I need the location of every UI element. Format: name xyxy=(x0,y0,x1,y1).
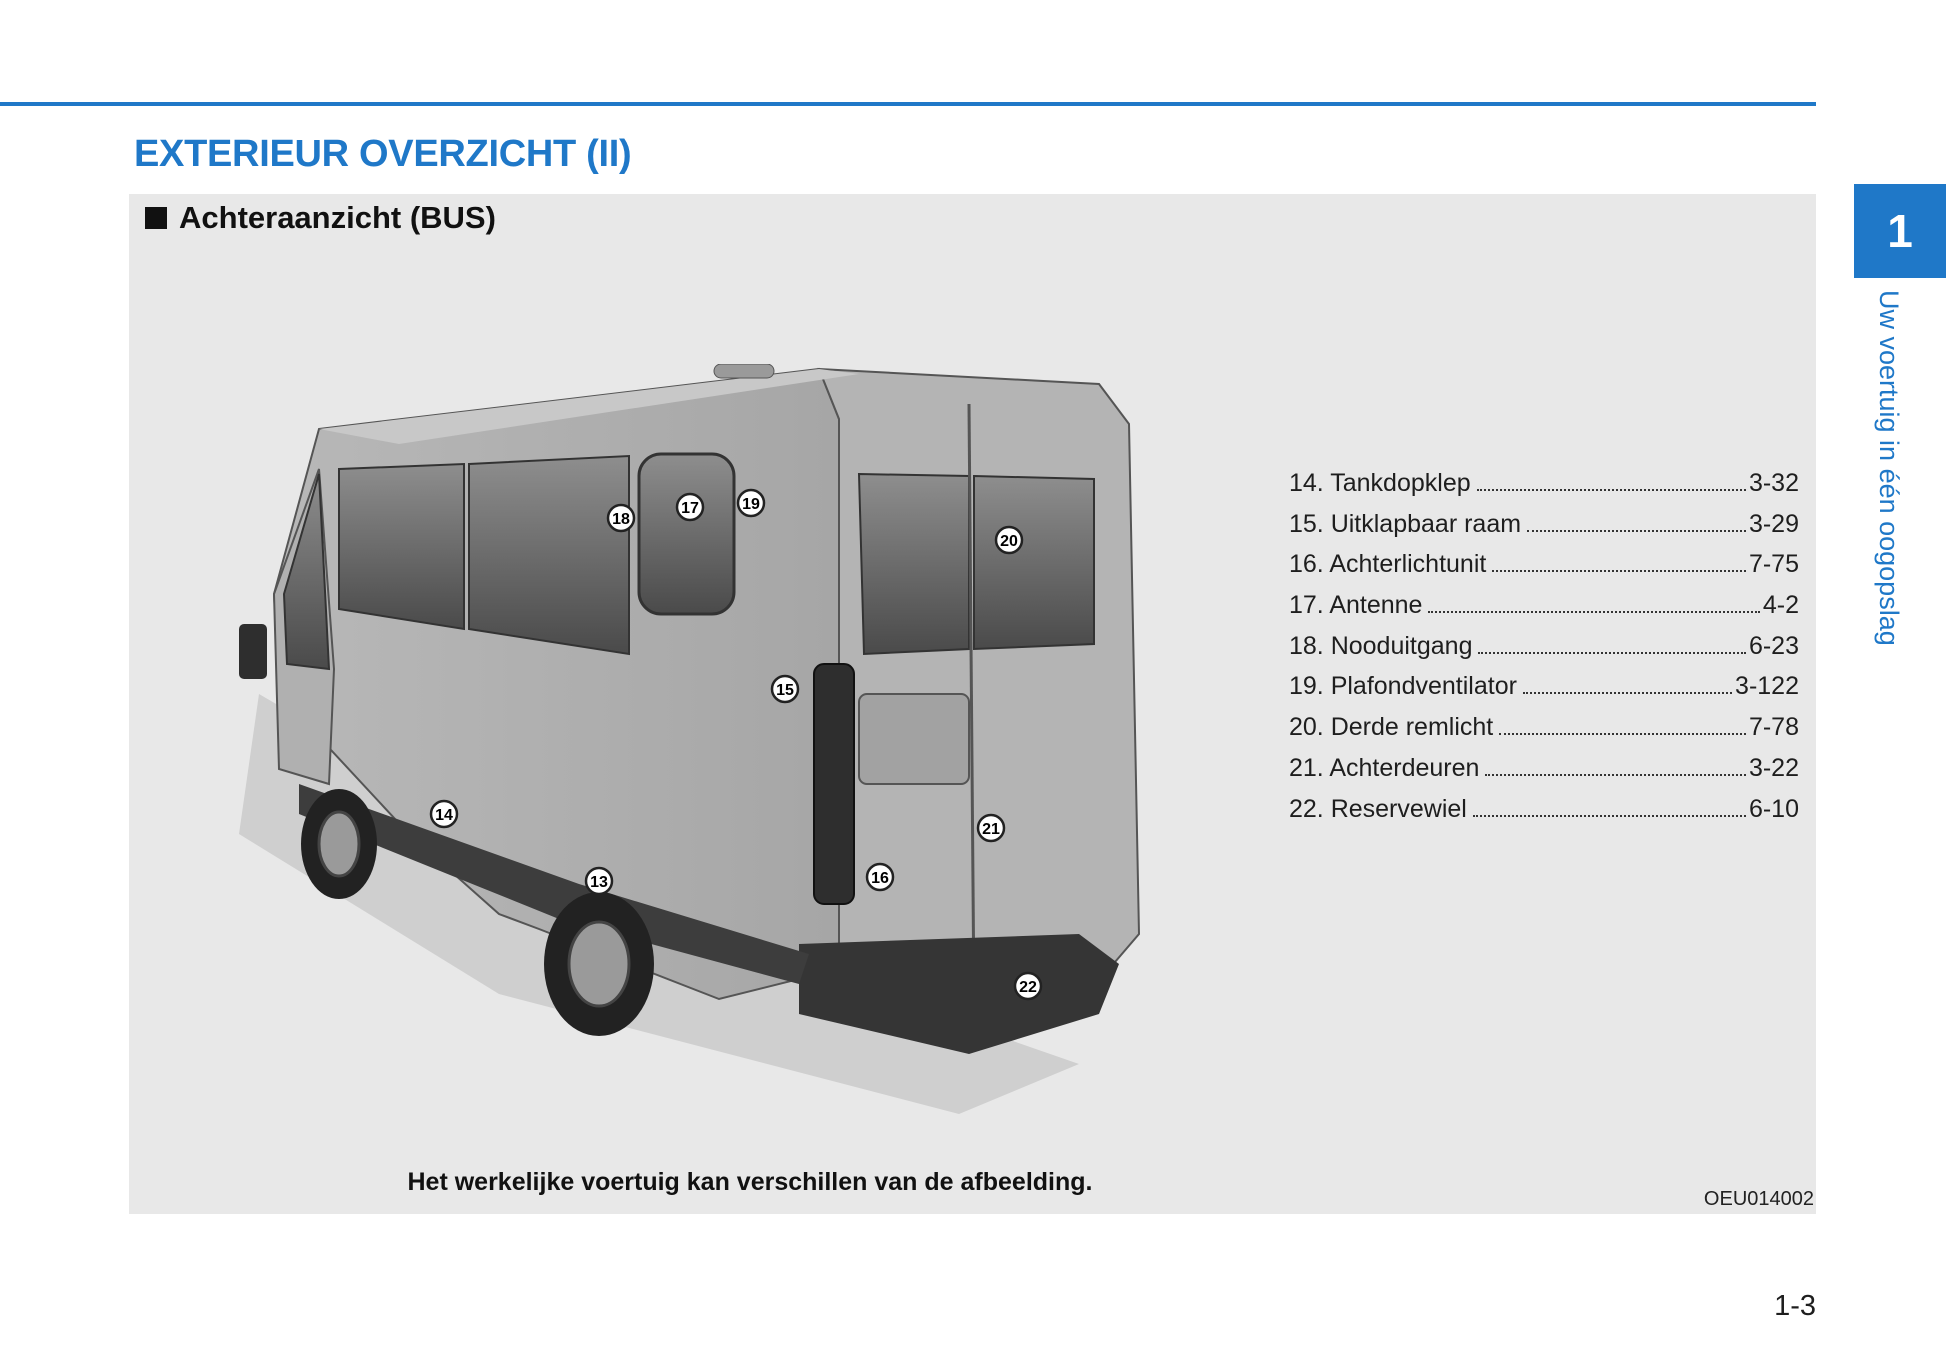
svg-text:20: 20 xyxy=(1000,533,1018,550)
legend-item[interactable]: 18. Nooduitgang 6-23 xyxy=(1289,631,1799,660)
illustration-panel xyxy=(129,194,1816,1214)
callout-14 xyxy=(431,801,457,827)
side-window-1 xyxy=(339,464,464,629)
callout-20 xyxy=(996,527,1022,553)
callout-15 xyxy=(772,676,798,702)
svg-text:16: 16 xyxy=(871,870,889,887)
image-code: OEU014002 xyxy=(1703,1188,1814,1210)
rear-window-left xyxy=(859,474,969,654)
chapter-tab[interactable] xyxy=(1854,184,1946,278)
side-window-2 xyxy=(469,456,629,654)
svg-text:19: 19 xyxy=(742,496,760,513)
top-rule xyxy=(0,102,1816,106)
side-mirror xyxy=(239,624,267,679)
callout-17 xyxy=(677,494,703,520)
callout-21 xyxy=(978,815,1004,841)
callout-16 xyxy=(867,864,893,890)
legend-item[interactable]: 19. Plafondventilator 3-122 xyxy=(1289,672,1799,701)
chapter-number: 1 xyxy=(1887,205,1913,257)
component-legend xyxy=(1289,469,1799,835)
front-wheel-hub xyxy=(319,812,359,876)
legend-item[interactable]: 14. Tankdopklep 3-32 xyxy=(1289,469,1799,497)
rear-window-right xyxy=(974,476,1094,649)
callout-18 xyxy=(608,505,634,531)
page-number: 1-3 xyxy=(1774,1290,1816,1322)
page-title: EXTERIEUR OVERZICHT (II) xyxy=(134,133,632,175)
callout-22 xyxy=(1015,973,1041,999)
roof-vent xyxy=(714,364,774,378)
svg-text:13: 13 xyxy=(590,874,608,891)
van-rear-illustration xyxy=(199,364,1279,1144)
legend-item[interactable]: 17. Antenne 4-2 xyxy=(1289,591,1799,620)
section-heading-text: Achteraanzicht (BUS) xyxy=(179,200,496,235)
legend-item[interactable]: 20. Derde remlicht 7-78 xyxy=(1289,713,1799,742)
sliding-window xyxy=(639,454,734,614)
square-bullet-icon xyxy=(145,207,167,229)
disclaimer-text: Het werkelijke voertuig kan verschillen van de afbeelding. xyxy=(407,1168,1093,1196)
svg-text:21: 21 xyxy=(982,821,1000,838)
svg-text:18: 18 xyxy=(612,511,630,528)
legend-item[interactable]: 16. Achterlichtunit 7-75 xyxy=(1289,550,1799,579)
callout-13 xyxy=(586,868,612,894)
svg-text:17: 17 xyxy=(681,500,699,517)
legend-item[interactable]: 21. Achterdeuren 3-22 xyxy=(1289,753,1799,782)
section-heading xyxy=(145,200,496,236)
legend-item[interactable]: 15. Uitklapbaar raam 3-29 xyxy=(1289,509,1799,538)
plate-recess xyxy=(859,694,969,784)
chapter-title-vertical: Uw voertuig in één oogopslag xyxy=(1874,290,1904,646)
taillight xyxy=(814,664,854,904)
svg-text:15: 15 xyxy=(776,682,794,699)
svg-text:22: 22 xyxy=(1019,979,1037,996)
callout-19 xyxy=(738,490,764,516)
legend-item[interactable]: 22. Reservewiel 6-10 xyxy=(1289,794,1799,823)
rear-wheel-hub xyxy=(569,922,629,1006)
svg-text:14: 14 xyxy=(435,807,453,824)
